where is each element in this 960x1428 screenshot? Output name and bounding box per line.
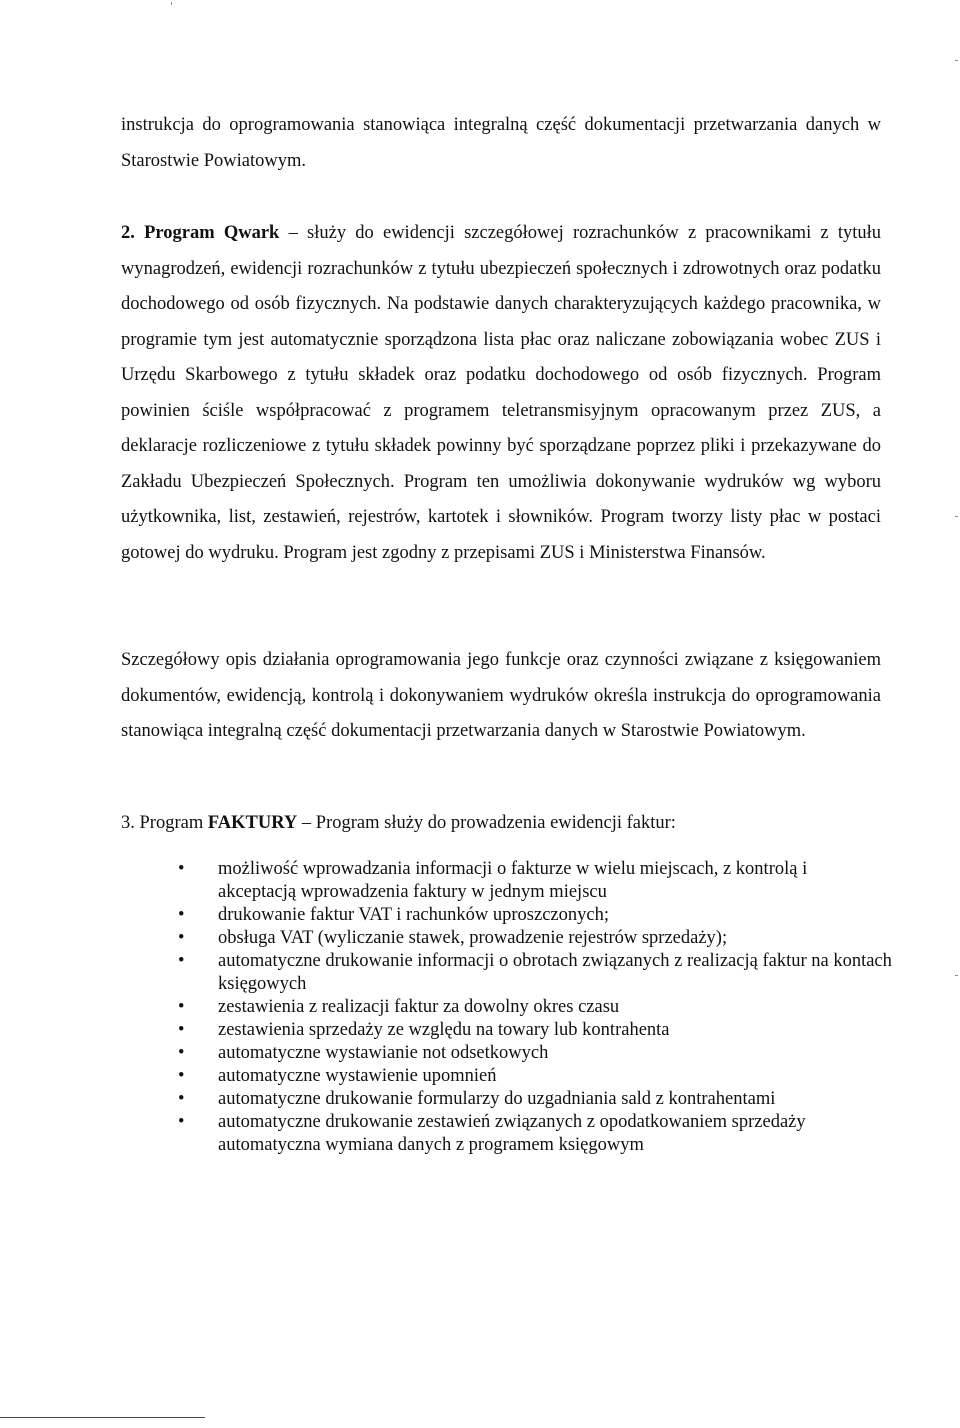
paragraph-details: [121, 643, 881, 750]
bullet-icon: •: [178, 928, 185, 948]
paragraph-intro: [121, 108, 881, 179]
list-item-text: automatyczna wymiana danych z programem księgowym: [218, 1135, 644, 1155]
section-3-prefix: Program: [134, 813, 208, 833]
scan-mark: [171, 2, 172, 5]
list-item: [121, 1042, 911, 1065]
bullet-icon: •: [178, 951, 185, 971]
list-item: [121, 1065, 911, 1088]
list-item-text: zestawienia sprzedaży ze względu na towary lub kontrahenta: [218, 1020, 670, 1040]
bullet-icon: •: [178, 1112, 185, 1132]
list-item: [121, 1019, 911, 1042]
paragraph-details-text: Szczegółowy opis działania oprogramowania jego funkcje oraz czynności związane z księgowaniem dokumentów, ewidencją, kontrolą i dokonywaniem wydruków określa instrukcja do oprogramowania stanowiąca integralną część dokumentacji przetwarzania danych w Starostwie Powiatowym.: [121, 650, 881, 741]
feature-list: [121, 858, 911, 1157]
bullet-icon: •: [178, 1066, 185, 1086]
list-item-text: automatyczne drukowanie zestawień związanych z opodatkowaniem sprzedaży: [218, 1112, 806, 1132]
section-3-title: FAKTURY: [207, 813, 298, 833]
bullet-icon: •: [178, 859, 185, 879]
section-3-number: 3.: [121, 813, 135, 833]
list-item: [121, 904, 911, 927]
list-item-continuation: [121, 1134, 911, 1157]
bullet-icon: •: [178, 1043, 185, 1063]
list-item: [121, 996, 911, 1019]
list-item: [121, 858, 888, 904]
list-item-text: automatyczne wystawienie upomnień: [218, 1066, 497, 1086]
list-item-text: zestawienia z realizacji faktur za dowolny okres czasu: [218, 997, 620, 1017]
list-item-text: możliwość wprowadzania informacji o fakturze w wielu miejscach, z kontrolą i akceptacją wprowadzenia faktury w jednym miejscu: [218, 859, 808, 902]
bullet-icon: •: [178, 905, 185, 925]
bullet-icon: •: [178, 1089, 185, 1109]
list-item-text: obsługa VAT (wyliczanie stawek, prowadzenie rejestrów sprzedaży);: [218, 928, 728, 948]
section-2-paragraph: [121, 216, 881, 571]
list-item-text: automatyczne wystawianie not odsetkowych: [218, 1043, 549, 1063]
list-item: [121, 1111, 911, 1134]
list-item: [121, 1088, 911, 1111]
scan-mark: [955, 975, 958, 976]
scan-mark: [955, 516, 958, 517]
list-item: [121, 950, 911, 996]
scan-mark: [955, 60, 958, 61]
list-item-text: automatyczne drukowanie informacji o obrotach związanych z realizacją faktur na kontach księgowych: [218, 951, 892, 994]
section-2-title: Program Qwark: [144, 223, 280, 243]
list-item-text: automatyczne drukowanie formularzy do uzgadniania sald z kontrahentami: [218, 1089, 776, 1109]
list-item-text: drukowanie faktur VAT i rachunków uproszczonych;: [218, 905, 609, 925]
section-3-heading: [121, 806, 881, 842]
list-item: [121, 927, 911, 950]
footnote-rule: [0, 1417, 205, 1418]
section-3-body: – Program służy do prowadzenia ewidencji faktur:: [297, 813, 676, 833]
section-2-number: 2.: [121, 223, 135, 243]
bullet-icon: •: [178, 1020, 185, 1040]
bullet-icon: •: [178, 997, 185, 1017]
paragraph-intro-text: instrukcja do oprogramowania stanowiąca integralną część dokumentacji przetwarzania danych w Starostwie Powiatowym.: [121, 115, 881, 171]
section-2-body: – służy do ewidencji szczegółowej rozrachunków z pracownikami z tytułu wynagrodzeń, ewidencji rozrachunków z tytułu ubezpieczeń społecznych i zdrowotnych oraz podatku dochodowego od osób fizycznych. Na podstawie danych charakteryzujących każdego pracownika, w programie tym jest automatycznie sporządzona lista płac oraz naliczane zobowiązania wobec ZUS i Urzędu Skarbowego z tytułu składek oraz podatku dochodowego od osób fizycznych. Program powinien ściśle współpracować z programem teletransmisyjnym opracowanym przez ZUS, a deklaracje rozliczeniowe z tytułu składek powinny być sporządzane poprzez pliki i przekazywane do Zakładu Ubezpieczeń Społecznych. Program ten umożliwia dokonywanie wydruków wg wyboru użytkownika, list, zestawień, rejestrów, kartotek i słowników. Program tworzy listy płac w postaci gotowej do wydruku. Program jest zgodny z przepisami ZUS i Ministerstwa Finansów.: [121, 223, 882, 563]
